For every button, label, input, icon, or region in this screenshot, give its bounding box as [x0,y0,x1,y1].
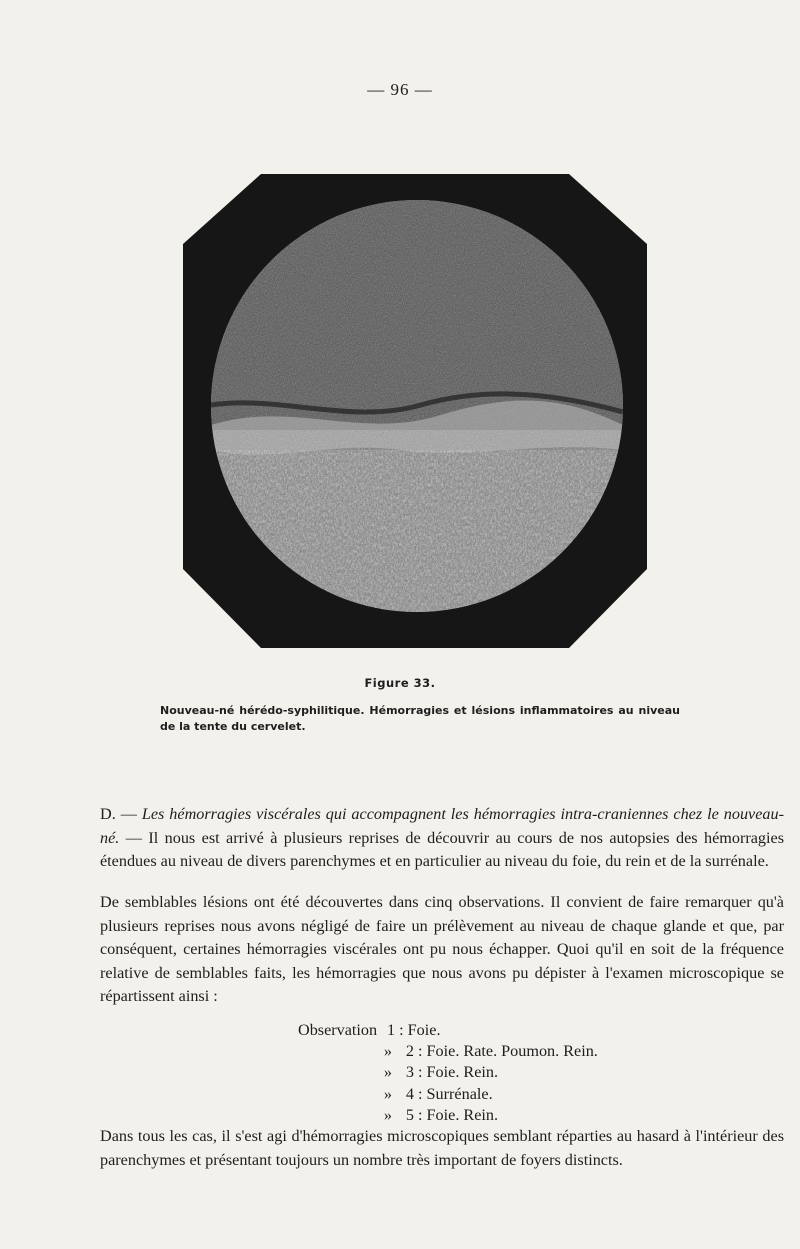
figure-caption: Nouveau-né hérédo-syphilitique. Hémorragies et lésions inflammatoires au niveau de la tente du cervelet. [160,704,680,733]
section-heading: Les hémorragies viscérales qui accompagnent les hémorragies intra-craniennes chez le nouveau-né. [100,805,784,847]
observation-label: » [383,1105,392,1124]
section-letter: D. — [100,805,137,823]
observation-label: » [383,1084,392,1103]
observation-row [298,1041,718,1062]
observation-number: 5 [405,1105,414,1124]
observation-organs: : Foie. [399,1021,441,1039]
observation-number: 1 [387,1021,396,1039]
observation-organs: : Foie. Rein. [418,1105,499,1124]
observation-label: Observation [298,1021,378,1039]
figure-label: Figure 33. [364,676,436,690]
section-d-paragraph [100,803,784,874]
observation-row [298,1020,718,1041]
conclusion-paragraph: Dans tous les cas, il s'est agi d'hémorragies microscopiques semblant réparties au hasard à l'intérieur des parenchymes et présentant toujours un nombre très important de foyers distincts. [100,1127,784,1169]
observation-organs: : Surrénale. [418,1084,493,1103]
observation-organs: : Foie. Rate. Poumon. Rein. [418,1042,598,1061]
observation-label: » [383,1063,392,1082]
observation-label: » [383,1042,392,1061]
observation-number: 4 [405,1084,414,1103]
figure-plate [183,174,647,648]
paragraph-1-text: — Il nous est arrivé à plusieurs reprises de découvrir au cours de nos autopsies des hémorragies étendues au niveau de divers parenchymes et en particulier au niveau du foie, du rein et de la surrénale. [100,828,784,870]
observation-row [298,1105,718,1126]
micrograph-image [211,200,623,612]
observations-list [298,1020,718,1126]
observation-row [298,1062,718,1083]
observation-row [298,1084,718,1105]
observation-number: 3 [405,1063,414,1082]
paragraph-2: De semblables lésions ont été découvertes dans cinq observations. Il convient de faire remarquer qu'à plusieurs reprises nous avons négligé de faire un prélèvement au niveau de chaque glande et que, par conséquent, certaines hémorragies viscérales ont pu nous échapper. Quoi qu'il en soit de la fréquence relative de semblables faits, les hémorragies que nous avons pu dépister à l'examen microscopique se répartissent ainsi : [100,893,784,1005]
observation-number: 2 [405,1042,414,1061]
page-number: — 96 — [367,80,433,99]
observation-organs: : Foie. Rein. [418,1063,499,1082]
